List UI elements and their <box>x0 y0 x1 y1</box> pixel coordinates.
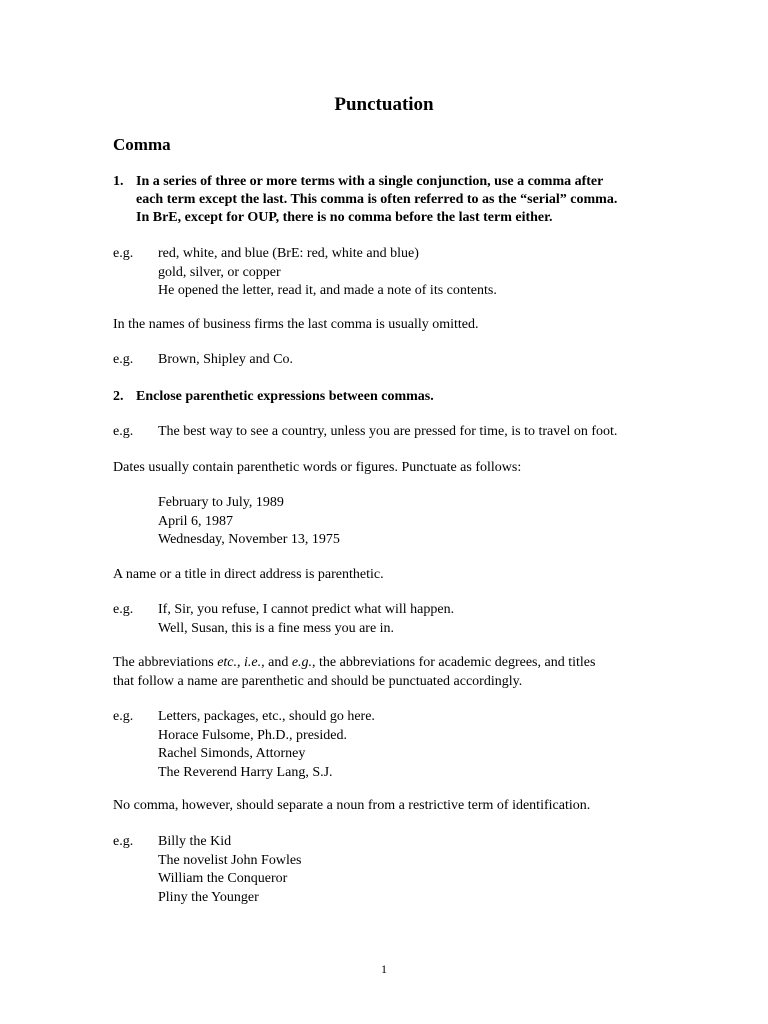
abbrev-italic: e.g. <box>291 655 313 670</box>
example-label: e.g. <box>113 424 134 439</box>
example-line: red, white, and blue (BrE: red, white and blue) <box>158 246 419 261</box>
page-title: Punctuation <box>334 94 434 115</box>
example-1 <box>113 245 658 301</box>
rule-line: Enclose parenthetic expressions between commas. <box>136 389 434 404</box>
example-line: Billy the Kid <box>158 834 232 849</box>
example-line: gold, silver, or copper <box>158 264 281 280</box>
abbrev-text: and <box>264 655 292 670</box>
dates-list <box>158 494 340 550</box>
rule-line: In a series of three or more terms with a single conjunction, use a comma after <box>136 174 604 189</box>
example-line: Well, Susan, this is a fine mess you are in. <box>158 620 395 636</box>
date-item: Wednesday, November 13, 1975 <box>158 532 340 547</box>
date-item: April 6, 1987 <box>158 513 234 529</box>
example-2 <box>113 351 658 370</box>
rule-2 <box>113 388 653 406</box>
example-label: e.g. <box>113 709 134 724</box>
example-line: Rachel Simonds, Attorney <box>158 746 306 761</box>
abbrev-text: , the abbreviations for academic degrees, and titles <box>312 655 596 670</box>
example-3 <box>113 423 658 442</box>
rule-line: In BrE, except for OUP, there is no comma before the last term either. <box>136 210 553 225</box>
example-line: If, Sir, you refuse, I cannot predict what will happen. <box>158 602 455 617</box>
example-label: e.g. <box>113 246 134 261</box>
paragraph-dates: Dates usually contain parenthetic words or figures. Punctuate as follows: <box>113 460 522 475</box>
abbrev-line-2: that follow a name are parenthetic and should be punctuated accordingly. <box>113 673 523 689</box>
example-5 <box>113 708 658 782</box>
example-line: Pliny the Younger <box>158 889 259 905</box>
example-line: The Reverend Harry Lang, S.J. <box>158 764 333 780</box>
example-line: Brown, Shipley and Co. <box>158 352 293 367</box>
paragraph-abbreviations <box>113 654 658 691</box>
abbrev-text: The abbreviations <box>113 655 218 670</box>
page-number: 1 <box>381 962 387 976</box>
example-label: e.g. <box>113 834 134 849</box>
date-item: February to July, 1989 <box>158 495 284 510</box>
paragraph-restrictive: No comma, however, should separate a noun from a restrictive term of identification. <box>113 798 591 813</box>
example-line: The best way to see a country, unless you are pressed for time, is to travel on foot. <box>158 424 618 439</box>
example-4 <box>113 601 658 638</box>
example-6 <box>113 833 658 907</box>
example-label: e.g. <box>113 602 134 617</box>
example-line: He opened the letter, read it, and made a note of its contents. <box>158 283 497 298</box>
example-line: William the Conqueror <box>158 871 288 886</box>
example-line: Horace Fulsome, Ph.D., presided. <box>158 727 347 743</box>
paragraph-address: A name or a title in direct address is parenthetic. <box>113 567 384 582</box>
abbrev-italic: etc., i.e., <box>217 655 265 670</box>
example-label: e.g. <box>113 352 134 367</box>
rule-number: 2. <box>113 389 124 404</box>
rule-number: 1. <box>113 174 124 189</box>
example-line: The novelist John Fowles <box>158 852 302 868</box>
rule-1 <box>113 173 653 227</box>
rule-line: each term except the last. This comma is often referred to as the “serial” comma. <box>136 192 618 207</box>
paragraph-business: In the names of business firms the last comma is usually omitted. <box>113 317 479 332</box>
example-line: Letters, packages, etc., should go here. <box>158 709 375 724</box>
section-heading: Comma <box>113 135 171 154</box>
